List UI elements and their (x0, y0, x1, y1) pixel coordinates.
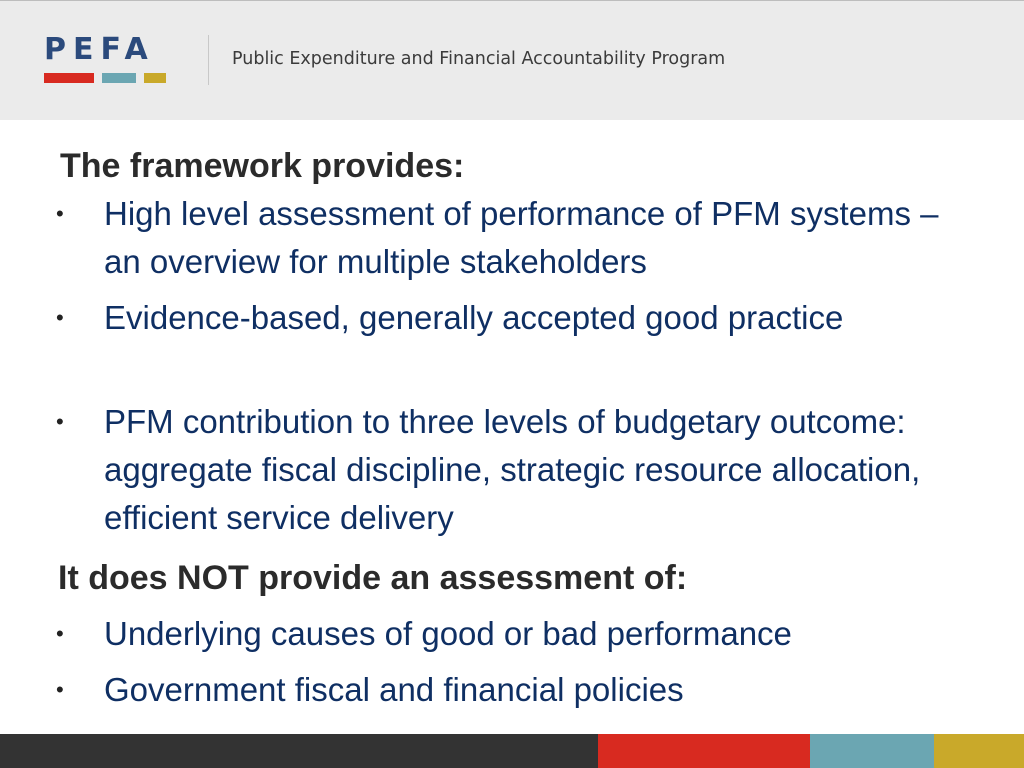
footer-color-bar (0, 734, 1024, 768)
bullet-icon: • (56, 621, 64, 646)
footer-segment-gold (934, 734, 1024, 768)
list-item (56, 666, 976, 714)
bullet-icon: • (56, 305, 64, 330)
footer-segment-red (598, 734, 810, 768)
bullet-icon: • (56, 201, 64, 226)
list-item-text: High level assessment of performance of PFM systems – an overview for multiple stakeholders (104, 195, 939, 280)
pefa-logo (44, 33, 168, 85)
list-item-text: Government fiscal and financial policies (104, 671, 684, 708)
logo-bar-red (44, 73, 94, 83)
program-title: Public Expenditure and Financial Accountability Program (232, 49, 726, 69)
list-item (56, 610, 976, 658)
bullet-icon: • (56, 409, 64, 434)
logo-text: PEFA (44, 32, 155, 67)
section-heading-provides: The framework provides: (60, 147, 465, 185)
list-item (56, 398, 976, 542)
bullet-icon: • (56, 677, 64, 702)
footer-segment-dark (0, 734, 598, 768)
list-item-text: Underlying causes of good or bad performance (104, 615, 792, 652)
list-item (56, 190, 976, 286)
section-heading-not-provided: It does NOT provide an assessment of: (58, 559, 688, 597)
list-item (56, 294, 976, 342)
logo-bar-gold (144, 73, 166, 83)
footer-segment-teal (810, 734, 934, 768)
list-item-text: Evidence-based, generally accepted good practice (104, 299, 844, 336)
header-divider (208, 35, 209, 85)
logo-bar-teal (102, 73, 136, 83)
list-item-text: PFM contribution to three levels of budgetary outcome: aggregate fiscal discipline, strategic resource allocation, efficient service delivery (104, 403, 921, 536)
header-bar (0, 0, 1024, 120)
